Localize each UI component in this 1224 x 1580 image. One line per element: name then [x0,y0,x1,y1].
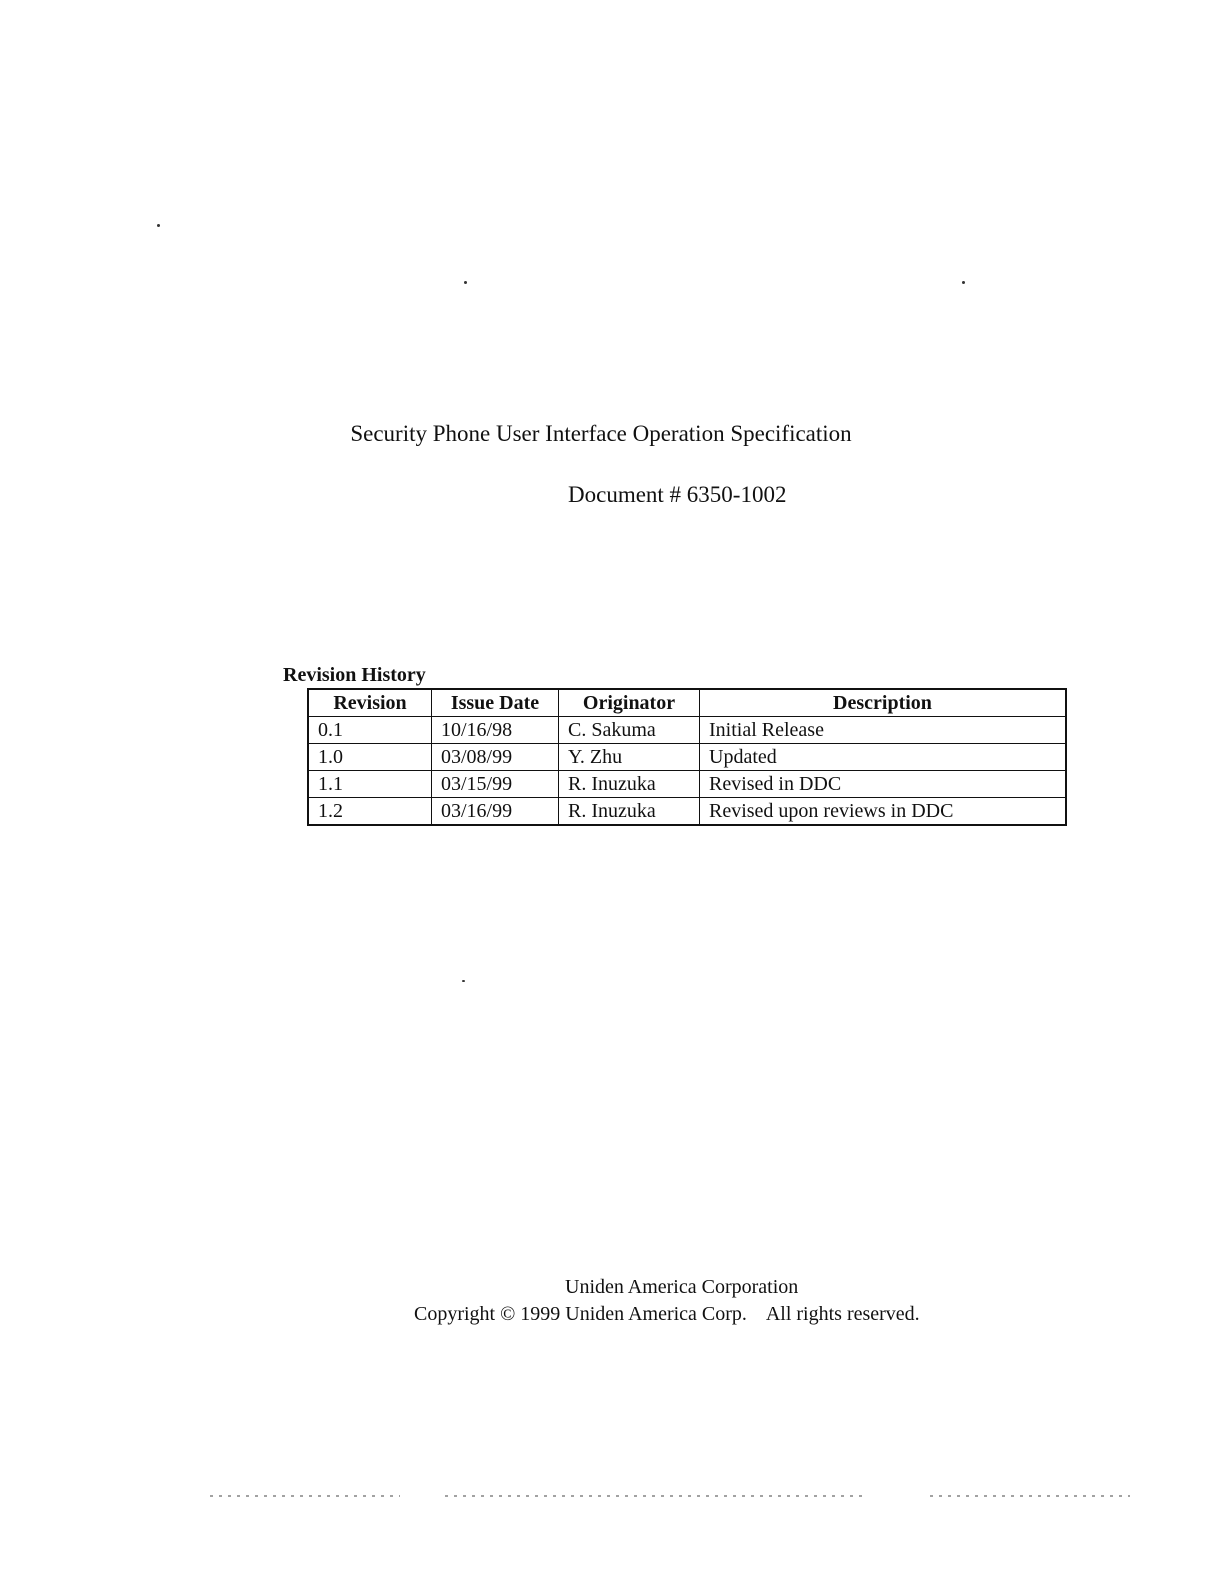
cell-description: Updated [700,744,1067,771]
cell-issue-date: 10/16/98 [432,717,559,744]
column-header-revision: Revision [308,689,432,717]
cell-revision: 1.1 [308,771,432,798]
scan-artifact-line [445,1495,865,1497]
cell-originator: Y. Zhu [559,744,700,771]
table-row [308,717,1066,744]
table-header-row [308,689,1066,717]
cell-originator: C. Sakuma [559,717,700,744]
column-header-issue-date: Issue Date [432,689,559,717]
scan-artifact-line [930,1495,1130,1497]
footer-copyright: Copyright © 1999 Uniden America Corp. All rights reserved. [414,1303,920,1325]
cell-description: Revised upon reviews in DDC [700,798,1067,826]
revision-history-heading: Revision History [283,664,426,686]
document-title-text: Security Phone User Interface Operation Specification [350,421,852,446]
table-row [308,798,1066,826]
cell-description: Initial Release [700,717,1067,744]
cell-description: Revised in DDC [700,771,1067,798]
cell-revision: 1.0 [308,744,432,771]
table-row [308,771,1066,798]
cell-issue-date: 03/15/99 [432,771,559,798]
column-header-originator: Originator [559,689,700,717]
scan-speck [462,980,465,982]
column-header-description: Description [700,689,1067,717]
scan-speck [962,281,965,284]
cell-issue-date: 03/16/99 [432,798,559,826]
document-title [0,421,1224,447]
cell-originator: R. Inuzuka [559,798,700,826]
revision-history-table [307,688,1067,826]
cell-revision: 1.2 [308,798,432,826]
scan-speck [157,224,160,227]
scan-artifact-line [210,1495,400,1497]
footer-company-name: Uniden America Corporation [565,1276,799,1298]
scan-speck [464,281,467,284]
cell-revision: 0.1 [308,717,432,744]
document-number: Document # 6350-1002 [568,482,787,507]
cell-issue-date: 03/08/99 [432,744,559,771]
table-row [308,744,1066,771]
cell-originator: R. Inuzuka [559,771,700,798]
